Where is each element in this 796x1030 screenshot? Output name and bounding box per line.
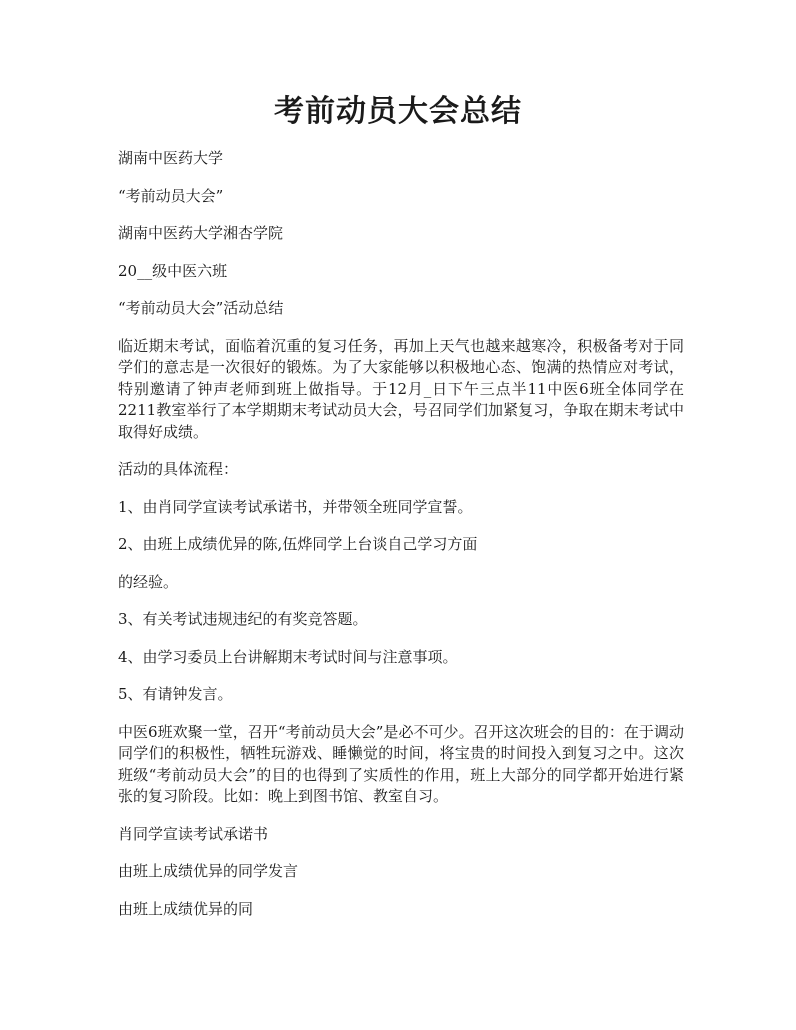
paragraph-step-5: 5、有请钟发言。 <box>118 685 233 703</box>
paragraph-step-1: 1、由肖同学宣读考试承诺书，并带领全班同学宣誓。 <box>118 497 473 516</box>
paragraph-step-2: 2、由班上成绩优异的陈,伍烨同学上台谈自己学习方面 <box>118 535 478 553</box>
paragraph-step-3: 3、有关考试违规违纪的有奖竞答题。 <box>118 610 368 628</box>
paragraph-university: 湖南中医药大学 <box>118 149 224 167</box>
paragraph-step-4: 4、由学习委员上台讲解期末考试时间与注意事项。 <box>118 647 458 666</box>
paragraph-event-name: “考前动员大会” <box>118 186 224 205</box>
paragraph-caption-1: 肖同学宣读考试承诺书 <box>118 824 269 843</box>
paragraph-step-2-cont: 的经验。 <box>118 572 179 591</box>
paragraph-caption-3: 由班上成绩优异的同 <box>118 899 254 918</box>
paragraph-intro: 临近期末考试，面临着沉重的复习任务，再加上天气也越来越寒冷，积极备考对于同学们的意志是一次很好的锻炼。为了大家能够以积极地心态、饱满的热情应对考试，特别邀请了钟声老师到班上做指导。于12月_日下午三点半11中医6班全体同学在2211教室举行了本学期期末考试动员大会，号召同学们加紧复习，争取在期末考试中取得好成绩。 <box>118 336 684 441</box>
paragraph-caption-2: 由班上成绩优异的同学发言 <box>118 862 299 880</box>
paragraph-college: 湖南中医药大学湘杏学院 <box>118 224 284 242</box>
paragraph-summary: 中医6班欢聚一堂，召开“考前动员大会”是必不可少。召开这次班会的目的：在于调动同学们的积极性，牺牲玩游戏、睡懒觉的时间，将宝贵的时间投入到复习之中。这次班级“考前动员大会”的目的也得到了实质性的作用，班上大部分的同学都开始进行紧张的复习阶段。比如：晚上到图书馆、教室自习。 <box>118 722 684 805</box>
document-body <box>118 148 684 920</box>
paragraph-process-heading: 活动的具体流程： <box>118 460 239 478</box>
document-title: 考前动员大会总结 <box>274 94 522 129</box>
paragraph-subtitle: “考前动员大会”活动总结 <box>118 299 284 317</box>
paragraph-class: 20__级中医六班 <box>118 261 228 280</box>
